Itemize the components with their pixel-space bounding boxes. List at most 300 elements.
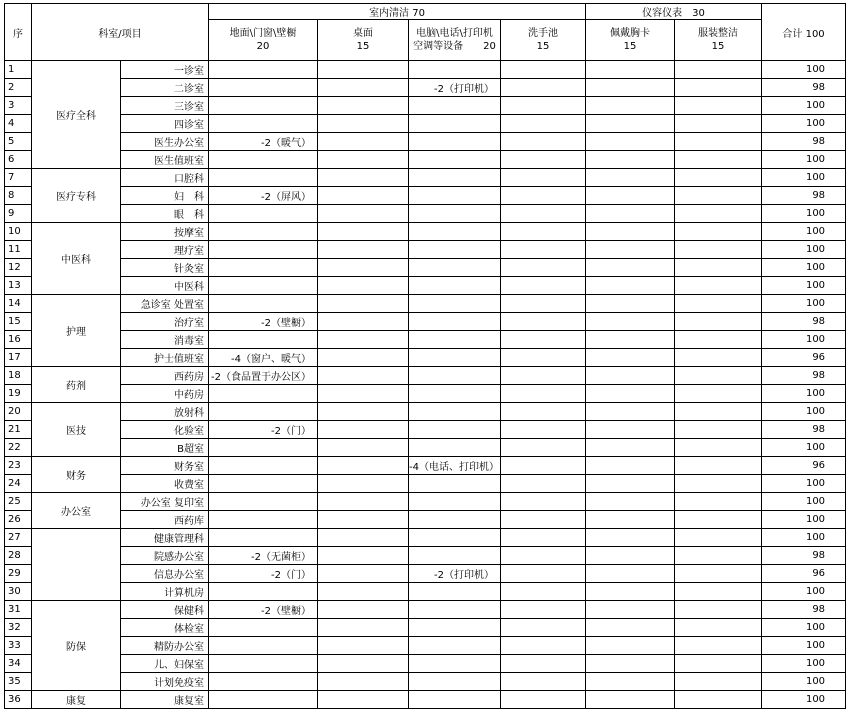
dept-item-cell: 医生办公室 <box>121 133 209 151</box>
badge-cell <box>586 421 675 439</box>
dept-group-cell: 防保 <box>32 601 121 691</box>
sink-cell <box>501 223 586 241</box>
table-row <box>5 691 846 709</box>
badge-cell <box>586 547 675 565</box>
badge-cell <box>586 367 675 385</box>
table-row <box>5 169 846 187</box>
dress-cell <box>675 133 762 151</box>
dress-cell <box>675 79 762 97</box>
sink-cell <box>501 313 586 331</box>
floor-cell <box>209 583 318 601</box>
desk-cell <box>318 259 409 277</box>
dress-header: 服装整洁 15 <box>675 20 762 61</box>
table-row <box>5 493 846 511</box>
table-row <box>5 565 846 583</box>
seq-cell: 28 <box>5 547 32 565</box>
total-header: 合计 100 <box>762 4 846 61</box>
dress-cell <box>675 367 762 385</box>
device-cell <box>409 619 501 637</box>
table-row <box>5 475 846 493</box>
floor-cell <box>209 475 318 493</box>
dept-item-cell: 中医科 <box>121 277 209 295</box>
desk-cell <box>318 655 409 673</box>
dept-item-cell: 精防办公室 <box>121 637 209 655</box>
desk-cell <box>318 583 409 601</box>
dress-cell <box>675 313 762 331</box>
dress-cell <box>675 277 762 295</box>
total-cell: 98 <box>762 421 846 439</box>
dept-item-cell: 四诊室 <box>121 115 209 133</box>
device-cell <box>409 655 501 673</box>
floor-cell <box>209 673 318 691</box>
badge-cell <box>586 655 675 673</box>
desk-cell <box>318 187 409 205</box>
device-cell <box>409 277 501 295</box>
total-cell: 96 <box>762 349 846 367</box>
dept-item-cell: 院感办公室 <box>121 547 209 565</box>
dept-group-cell: 药剂 <box>32 367 121 403</box>
desk-cell <box>318 241 409 259</box>
table-row <box>5 115 846 133</box>
seq-cell: 31 <box>5 601 32 619</box>
total-cell: 100 <box>762 655 846 673</box>
sink-cell <box>501 655 586 673</box>
device-cell <box>409 313 501 331</box>
badge-cell <box>586 565 675 583</box>
seq-cell: 17 <box>5 349 32 367</box>
device-cell <box>409 115 501 133</box>
seq-cell: 5 <box>5 133 32 151</box>
sink-cell <box>501 493 586 511</box>
table-row <box>5 313 846 331</box>
dept-item-cell: 妇 科 <box>121 187 209 205</box>
seq-cell: 33 <box>5 637 32 655</box>
desk-cell <box>318 97 409 115</box>
dept-item-cell: 三诊室 <box>121 97 209 115</box>
device-cell: -2（打印机） <box>409 565 501 583</box>
dept-group-cell: 康复 <box>32 691 121 709</box>
sink-cell <box>501 547 586 565</box>
dress-cell <box>675 97 762 115</box>
seq-cell: 15 <box>5 313 32 331</box>
table-row <box>5 367 846 385</box>
table-row <box>5 223 846 241</box>
dress-cell <box>675 673 762 691</box>
total-cell: 100 <box>762 115 846 133</box>
seq-cell: 14 <box>5 295 32 313</box>
sink-cell <box>501 385 586 403</box>
sink-cell <box>501 61 586 79</box>
dept-group-cell: 医疗全科 <box>32 61 121 169</box>
total-cell: 98 <box>762 133 846 151</box>
floor-cell <box>209 151 318 169</box>
dept-item-cell: 按摩室 <box>121 223 209 241</box>
dress-cell <box>675 349 762 367</box>
seq-cell: 2 <box>5 79 32 97</box>
total-cell: 100 <box>762 205 846 223</box>
device-cell <box>409 187 501 205</box>
dress-cell <box>675 511 762 529</box>
dept-item-cell: B超室 <box>121 439 209 457</box>
floor-cell: -2（暖气） <box>209 133 318 151</box>
badge-cell <box>586 601 675 619</box>
desk-cell <box>318 619 409 637</box>
dept-item-cell: 针灸室 <box>121 259 209 277</box>
seq-cell: 29 <box>5 565 32 583</box>
dept-item-cell: 健康管理科 <box>121 529 209 547</box>
table-row <box>5 601 846 619</box>
seq-cell: 36 <box>5 691 32 709</box>
device-cell <box>409 133 501 151</box>
device-cell <box>409 421 501 439</box>
badge-cell <box>586 637 675 655</box>
dress-cell <box>675 187 762 205</box>
table-row <box>5 205 846 223</box>
dress-cell <box>675 295 762 313</box>
badge-cell <box>586 277 675 295</box>
desk-cell <box>318 169 409 187</box>
sink-cell <box>501 115 586 133</box>
seq-cell: 4 <box>5 115 32 133</box>
floor-cell <box>209 457 318 475</box>
desk-cell <box>318 313 409 331</box>
dress-cell <box>675 565 762 583</box>
badge-cell <box>586 133 675 151</box>
device-cell <box>409 583 501 601</box>
table-row <box>5 421 846 439</box>
total-cell: 100 <box>762 385 846 403</box>
sink-cell <box>501 241 586 259</box>
sink-cell <box>501 511 586 529</box>
desk-cell <box>318 511 409 529</box>
badge-cell <box>586 169 675 187</box>
floor-cell <box>209 169 318 187</box>
seq-cell: 10 <box>5 223 32 241</box>
table-row <box>5 457 846 475</box>
seq-cell: 11 <box>5 241 32 259</box>
floor-cell <box>209 259 318 277</box>
dept-item-cell: 二诊室 <box>121 79 209 97</box>
sink-cell <box>501 529 586 547</box>
device-cell <box>409 529 501 547</box>
table-row <box>5 439 846 457</box>
total-cell: 98 <box>762 79 846 97</box>
total-cell: 100 <box>762 331 846 349</box>
sink-cell <box>501 295 586 313</box>
dress-cell <box>675 205 762 223</box>
badge-cell <box>586 61 675 79</box>
dept-item-cell: 护士值班室 <box>121 349 209 367</box>
floor-cell: -2（门） <box>209 565 318 583</box>
dress-cell <box>675 655 762 673</box>
table-row <box>5 619 846 637</box>
total-cell: 98 <box>762 601 846 619</box>
floor-cell <box>209 295 318 313</box>
table-row <box>5 403 846 421</box>
floor-cell <box>209 223 318 241</box>
desk-cell <box>318 61 409 79</box>
desk-cell <box>318 403 409 421</box>
seq-cell: 3 <box>5 97 32 115</box>
total-cell: 100 <box>762 259 846 277</box>
sink-cell <box>501 331 586 349</box>
sink-header: 洗手池 15 <box>501 20 586 61</box>
seq-cell: 21 <box>5 421 32 439</box>
seq-cell: 34 <box>5 655 32 673</box>
desk-cell <box>318 421 409 439</box>
dept-item-cell: 消毒室 <box>121 331 209 349</box>
table-row <box>5 349 846 367</box>
seq-cell: 26 <box>5 511 32 529</box>
device-header: 电脑\电话\打印机 空调等设备 20 <box>409 20 501 61</box>
badge-cell <box>586 457 675 475</box>
dept-item-cell: 收费室 <box>121 475 209 493</box>
dept-item-cell: 康复室 <box>121 691 209 709</box>
sink-cell <box>501 457 586 475</box>
table-row <box>5 61 846 79</box>
sink-cell <box>501 691 586 709</box>
badge-cell <box>586 115 675 133</box>
dress-cell <box>675 583 762 601</box>
device-cell <box>409 385 501 403</box>
sink-cell <box>501 133 586 151</box>
device-cell <box>409 97 501 115</box>
total-cell: 100 <box>762 673 846 691</box>
floor-cell <box>209 385 318 403</box>
floor-cell <box>209 511 318 529</box>
seq-cell: 18 <box>5 367 32 385</box>
table-row <box>5 295 846 313</box>
dress-cell <box>675 151 762 169</box>
dept-group-cell: 办公室 <box>32 493 121 529</box>
badge-header: 佩戴胸卡 15 <box>586 20 675 61</box>
floor-cell: -2（无菌柜） <box>209 547 318 565</box>
badge-cell <box>586 223 675 241</box>
total-cell: 96 <box>762 457 846 475</box>
desk-cell <box>318 349 409 367</box>
total-cell: 100 <box>762 439 846 457</box>
floor-cell <box>209 97 318 115</box>
desk-cell <box>318 439 409 457</box>
desk-cell <box>318 673 409 691</box>
dress-cell <box>675 403 762 421</box>
total-cell: 98 <box>762 313 846 331</box>
desk-cell <box>318 457 409 475</box>
dept-item-cell: 财务室 <box>121 457 209 475</box>
floor-cell <box>209 277 318 295</box>
sink-cell <box>501 439 586 457</box>
seq-cell: 20 <box>5 403 32 421</box>
dept-item-cell: 儿、妇保室 <box>121 655 209 673</box>
seq-cell: 6 <box>5 151 32 169</box>
dept-item-cell: 医生值班室 <box>121 151 209 169</box>
seq-cell: 9 <box>5 205 32 223</box>
seq-cell: 7 <box>5 169 32 187</box>
device-cell <box>409 511 501 529</box>
dress-cell <box>675 115 762 133</box>
indoor-clean-header: 室内清洁 70 <box>209 4 586 20</box>
seq-cell: 32 <box>5 619 32 637</box>
seq-cell: 13 <box>5 277 32 295</box>
seq-cell: 8 <box>5 187 32 205</box>
device-cell <box>409 205 501 223</box>
seq-cell: 25 <box>5 493 32 511</box>
desk-cell <box>318 475 409 493</box>
desk-cell <box>318 691 409 709</box>
device-cell <box>409 601 501 619</box>
dept-item-cell: 治疗室 <box>121 313 209 331</box>
floor-cell <box>209 493 318 511</box>
table-row <box>5 547 846 565</box>
dress-cell <box>675 529 762 547</box>
floor-cell <box>209 79 318 97</box>
dress-cell <box>675 439 762 457</box>
device-cell <box>409 151 501 169</box>
desk-cell <box>318 385 409 403</box>
dress-cell <box>675 241 762 259</box>
floor-cell <box>209 619 318 637</box>
sink-cell <box>501 367 586 385</box>
total-cell: 100 <box>762 493 846 511</box>
table-row <box>5 529 846 547</box>
dress-cell <box>675 619 762 637</box>
sink-cell <box>501 187 586 205</box>
device-cell <box>409 403 501 421</box>
desk-cell <box>318 295 409 313</box>
badge-cell <box>586 583 675 601</box>
badge-cell <box>586 259 675 277</box>
dress-cell <box>675 169 762 187</box>
device-cell <box>409 547 501 565</box>
total-cell: 100 <box>762 223 846 241</box>
desk-cell <box>318 331 409 349</box>
dress-cell <box>675 493 762 511</box>
inspection-table <box>4 3 846 709</box>
sink-cell <box>501 565 586 583</box>
table-body <box>5 61 846 709</box>
device-cell <box>409 493 501 511</box>
table-row <box>5 637 846 655</box>
badge-cell <box>586 205 675 223</box>
device-cell: -2（打印机） <box>409 79 501 97</box>
table-row <box>5 241 846 259</box>
desk-cell <box>318 529 409 547</box>
dress-cell <box>675 259 762 277</box>
dept-item-cell: 化验室 <box>121 421 209 439</box>
device-cell <box>409 367 501 385</box>
floor-cell <box>209 655 318 673</box>
sink-cell <box>501 169 586 187</box>
total-cell: 100 <box>762 403 846 421</box>
floor-cell <box>209 61 318 79</box>
sink-cell <box>501 79 586 97</box>
dept-group-cell: 医疗专科 <box>32 169 121 223</box>
total-cell: 100 <box>762 151 846 169</box>
seq-cell: 22 <box>5 439 32 457</box>
badge-cell <box>586 493 675 511</box>
floor-cell <box>209 439 318 457</box>
sink-cell <box>501 151 586 169</box>
badge-cell <box>586 511 675 529</box>
table-row <box>5 583 846 601</box>
dept-item-cell: 眼 科 <box>121 205 209 223</box>
device-cell: -4（电话、打印机） <box>409 457 501 475</box>
table-row <box>5 331 846 349</box>
desk-cell <box>318 79 409 97</box>
table-row <box>5 655 846 673</box>
floor-header: 地面\门窗\壁橱 20 <box>209 20 318 61</box>
total-cell: 98 <box>762 367 846 385</box>
seq-cell: 30 <box>5 583 32 601</box>
total-cell: 100 <box>762 511 846 529</box>
desk-cell <box>318 133 409 151</box>
badge-cell <box>586 331 675 349</box>
dress-cell <box>675 691 762 709</box>
dress-cell <box>675 601 762 619</box>
device-cell <box>409 169 501 187</box>
dept-group-cell: 财务 <box>32 457 121 493</box>
sink-cell <box>501 673 586 691</box>
badge-cell <box>586 403 675 421</box>
dept-item-cell: 西药房 <box>121 367 209 385</box>
table-row <box>5 151 846 169</box>
badge-cell <box>586 151 675 169</box>
device-cell <box>409 475 501 493</box>
badge-cell <box>586 673 675 691</box>
sink-cell <box>501 583 586 601</box>
total-cell: 100 <box>762 583 846 601</box>
device-cell <box>409 637 501 655</box>
dept-group-cell: 中医科 <box>32 223 121 295</box>
total-cell: 100 <box>762 295 846 313</box>
floor-cell <box>209 205 318 223</box>
dept-item-cell: 计划免疫室 <box>121 673 209 691</box>
floor-cell <box>209 331 318 349</box>
dept-item-cell: 放射科 <box>121 403 209 421</box>
desk-cell <box>318 367 409 385</box>
total-cell: 98 <box>762 547 846 565</box>
floor-cell: -2（屏风） <box>209 187 318 205</box>
badge-cell <box>586 475 675 493</box>
table-row <box>5 79 846 97</box>
desk-cell <box>318 637 409 655</box>
floor-cell <box>209 691 318 709</box>
device-cell <box>409 331 501 349</box>
desk-cell <box>318 205 409 223</box>
badge-cell <box>586 241 675 259</box>
floor-cell: -2（食品置于办公区） <box>209 367 318 385</box>
dept-header: 科室/项目 <box>32 4 209 61</box>
sink-cell <box>501 601 586 619</box>
floor-cell: -2（壁橱） <box>209 601 318 619</box>
dress-cell <box>675 547 762 565</box>
floor-cell: -4（窗户、暖气） <box>209 349 318 367</box>
dept-group-cell: 医技 <box>32 403 121 457</box>
desk-cell <box>318 223 409 241</box>
floor-cell <box>209 241 318 259</box>
table-row <box>5 277 846 295</box>
total-cell: 100 <box>762 277 846 295</box>
total-cell: 96 <box>762 565 846 583</box>
badge-cell <box>586 187 675 205</box>
dept-item-cell: 办公室 复印室 <box>121 493 209 511</box>
device-cell <box>409 295 501 313</box>
sink-cell <box>501 277 586 295</box>
total-cell: 100 <box>762 619 846 637</box>
sink-cell <box>501 97 586 115</box>
device-cell <box>409 61 501 79</box>
badge-cell <box>586 295 675 313</box>
